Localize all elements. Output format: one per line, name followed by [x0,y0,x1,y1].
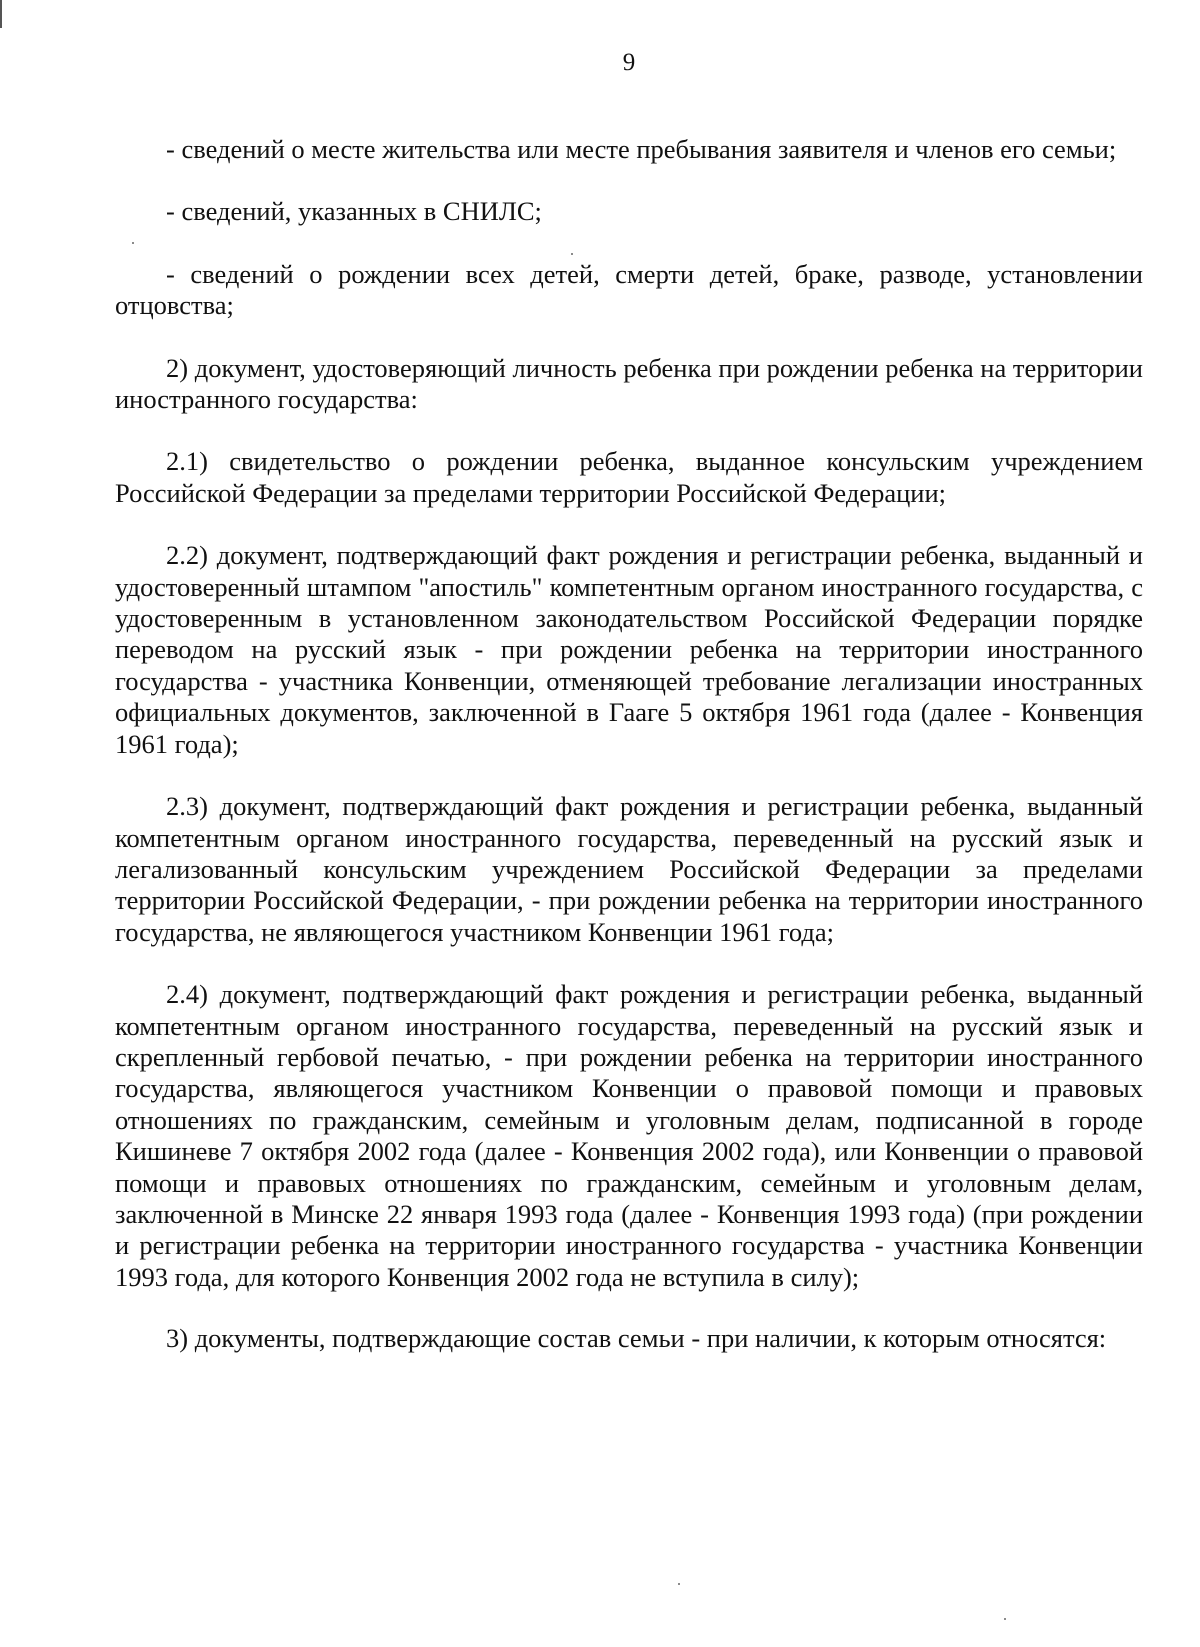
paragraph-birth-marriage-info: - сведений о рождении всех детей, смерти детей, браке, разводе, установлении отцовства; [115,258,1143,321]
paragraph-item-2-4: 2.4) документ, подтверждающий факт рождения и регистрации ребенка, выданный компетентным органом иностранного государства, переведенный на русский язык и скрепленный гербовой печатью, - при рождении ребенка на территории иностранного государства, являющегося участником Конвенции о правовой помощи и правовых отношениях по гражданским, семейным и уголовным делам, подписанной в городе Кишиневе 7 октября 2002 года (далее - Конвенция 2002 года), или Конвенции о правовой помощи и правовых отношениях по гражданским, семейным и уголовным делам, заключенной в Минске 22 января 1993 года (далее - Конвенция 1993 года) (при рождении и регистрации ребенка на территории иностранного государства - участника Конвенции 1993 года, для которого Конвенция 2002 года не вступила в силу); [115,979,1143,1292]
scan-speck [1004,1618,1006,1620]
paragraph-snils-info: - сведений, указанных в СНИЛС; [166,196,542,227]
scan-speck [571,253,573,255]
scan-speck [678,1583,680,1585]
document-body [115,134,1143,1386]
page-number: 9 [622,49,636,76]
paragraph-item-2-2: 2.2) документ, подтверждающий факт рождения и регистрации ребенка, выданный и удостоверенный штампом "апостиль" компетентным органом иностранного государства, с удостоверенным в установленном законодательством Российской Федерации порядке переводом на русский язык - при рождении ребенка на территории иностранного государства - участника Конвенции, отменяющей требование легализации иностранных официальных документов, заключенной в Гааге 5 октября 1961 года (далее - Конвенция 1961 года); [115,540,1143,759]
scan-speck [132,242,134,244]
paragraph-item-2: 2) документ, удостоверяющий личность ребенка при рождении ребенка на территории иностранного государства: [115,352,1143,415]
paragraph-residence-info: - сведений о месте жительства или месте пребывания заявителя и членов его семьи; [166,134,1117,164]
paragraph-item-2-1: 2.1) свидетельство о рождении ребенка, выданное консульским учреждением Российской Федерации за пределами территории Российской Федерации; [115,446,1143,508]
paragraph-item-2-3: 2.3) документ, подтверждающий факт рождения и регистрации ребенка, выданный компетентным органом иностранного государства, переведенный на русский язык и легализованный консульским учреждением Российской Федерации за пределами территории Российской Федерации, - при рождении ребенка на территории иностранного государства, не являющегося участником Конвенции 1961 года; [115,791,1143,947]
scan-edge-mark [0,0,2,28]
paragraph-item-3: 3) документы, подтверждающие состав семьи - при наличии, к которым относятся: [166,1323,1107,1354]
